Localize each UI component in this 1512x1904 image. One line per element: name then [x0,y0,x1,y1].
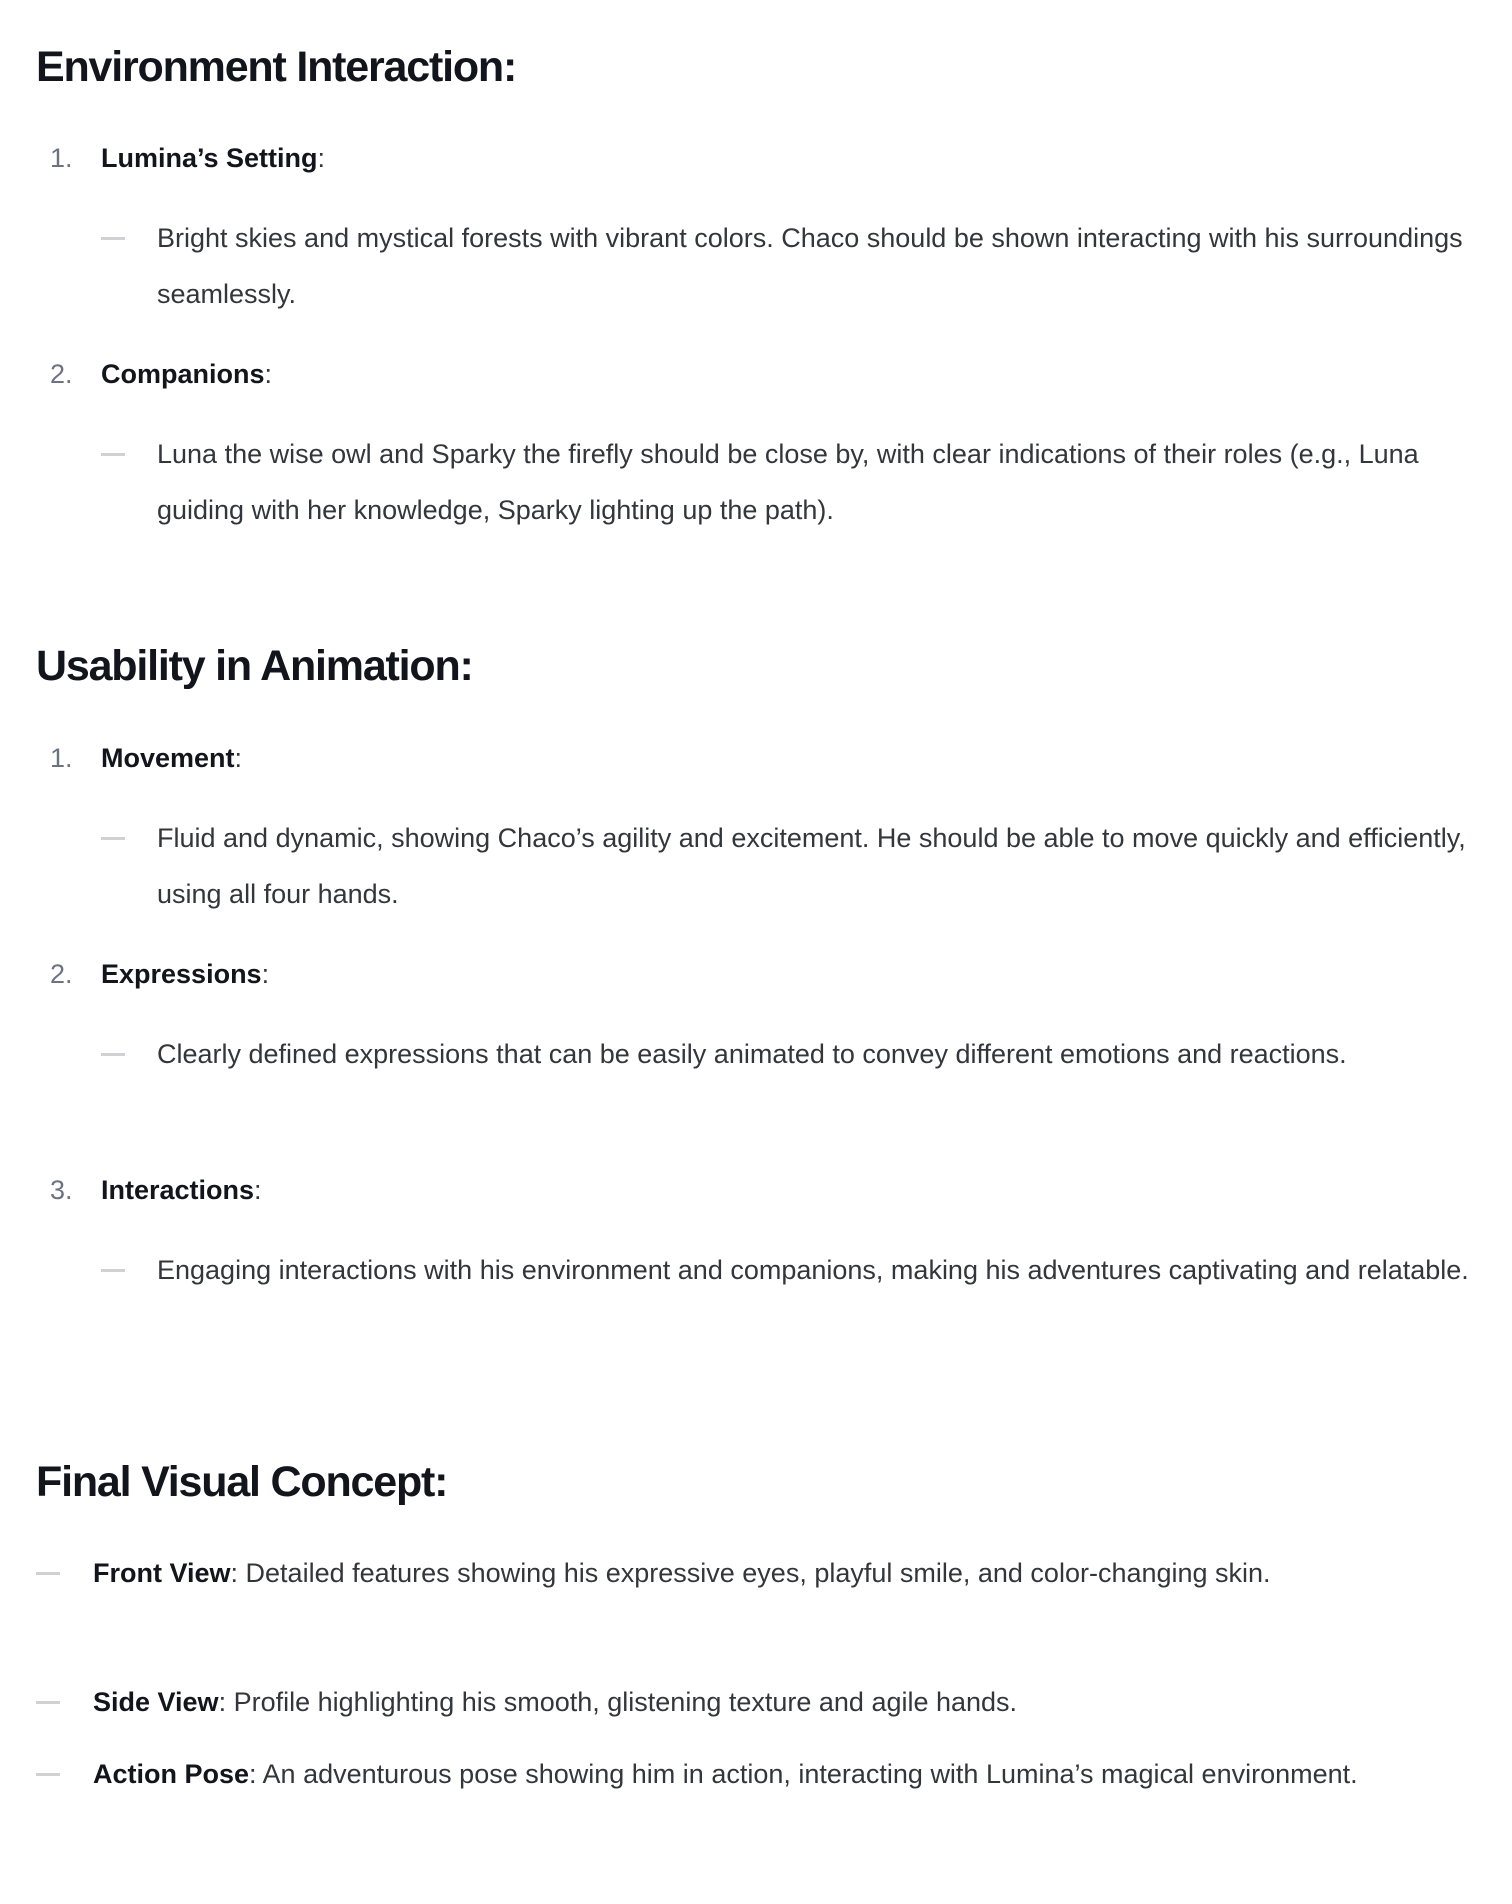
list-item-detail: Clearly defined expressions that can be easily animated to convey different emotions and reactions. [157,1039,1347,1069]
section-heading-usability-in-animation: Usability in Animation: [36,642,473,690]
list-item-label [101,730,242,786]
list-item-detail: Bright skies and mystical forests with vibrant colors. Chaco should be shown interacting with his surroundings seamlessly. [157,223,1463,309]
dash-bullet-icon [101,237,125,240]
dash-bullet-icon [101,453,125,456]
list-number: 1. [50,743,73,773]
dash-bullet-icon [36,1572,60,1575]
bullet-title: Front View [93,1558,231,1588]
list-item-label [101,130,325,186]
dash-bullet-icon [101,837,125,840]
bullet-text: : Detailed features showing his expressive eyes, playful smile, and color-changing skin. [230,1558,1271,1588]
item-title: Expressions [101,959,262,989]
colon: : [261,959,270,989]
item-title: Movement [101,743,235,773]
colon: : [264,359,273,389]
list-number: 1. [50,143,73,173]
bullet-text: : An adventurous pose showing him in action, interacting with Lumina’s magical environment. [249,1759,1358,1789]
item-title: Lumina’s Setting [101,143,318,173]
list-number: 3. [50,1175,73,1205]
dash-bullet-icon [101,1053,125,1056]
list-number: 2. [50,959,73,989]
list-item-label [101,946,269,1002]
bullet-text: : Profile highlighting his smooth, glistening texture and agile hands. [218,1687,1018,1717]
dash-bullet-icon [36,1701,60,1704]
section-heading-final-visual-concept: Final Visual Concept: [36,1458,448,1506]
bullet-item-side-view [93,1674,1483,1730]
colon: : [234,743,243,773]
colon: : [317,143,326,173]
item-title: Companions [101,359,265,389]
bullet-title: Action Pose [93,1759,250,1789]
list-number: 2. [50,359,73,389]
list-item-detail: Luna the wise owl and Sparky the firefly should be close by, with clear indications of their roles (e.g., Luna guiding with her knowledge, Sparky lighting up the path). [157,439,1419,525]
list-item-label [101,346,272,402]
colon: : [254,1175,262,1205]
dash-bullet-icon [101,1269,125,1272]
bullet-item-action-pose [93,1746,1483,1802]
item-title: Interactions [101,1175,255,1205]
dash-bullet-icon [36,1773,60,1776]
list-item-detail: Fluid and dynamic, showing Chaco’s agility and excitement. He should be able to move quickly and efficiently, using all four hands. [157,823,1466,909]
section-heading-environment-interaction: Environment Interaction: [36,43,517,91]
bullet-title: Side View [93,1687,219,1717]
list-item-label [101,1162,262,1218]
list-item-detail: Engaging interactions with his environment and companions, making his adventures captivating and relatable. [157,1255,1469,1285]
bullet-item-front-view [93,1545,1483,1601]
